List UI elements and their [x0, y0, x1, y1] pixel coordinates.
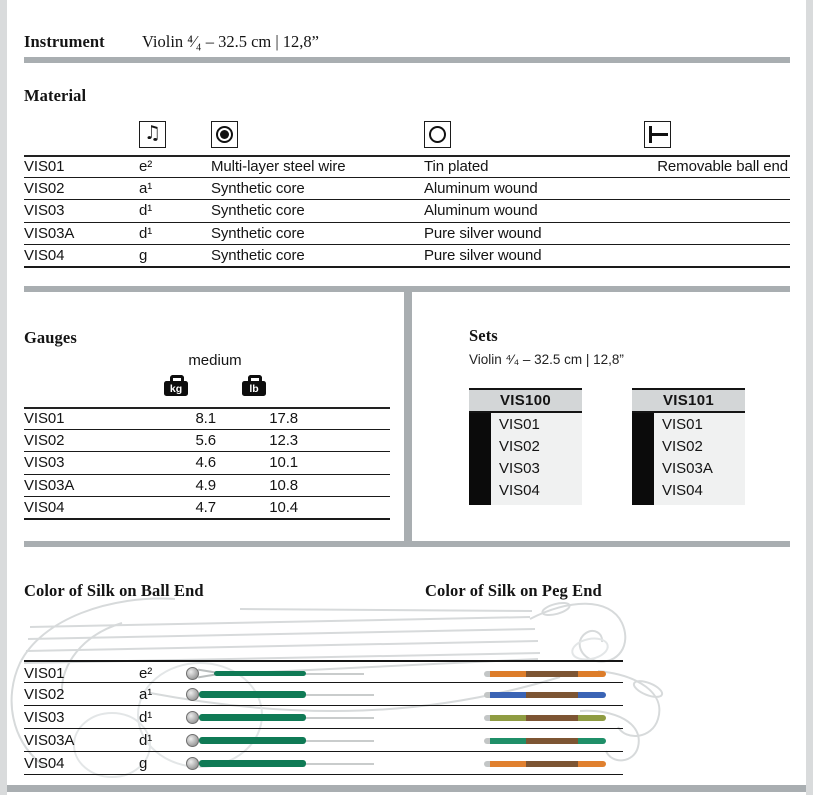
tension-kg: 4.7 [195, 498, 216, 516]
peg-silk [490, 692, 526, 698]
ball-silk [199, 760, 306, 767]
table-row [24, 729, 623, 752]
string-tail [306, 694, 374, 696]
tension-label: medium [188, 352, 242, 369]
ball-end-color-title: Color of Silk on Ball End [24, 581, 204, 600]
tension-kg: 8.1 [195, 410, 216, 428]
string-code: VIS02 [24, 431, 65, 449]
peg-end-color-title: Color of Silk on Peg End [425, 581, 602, 600]
set-color-band [469, 413, 491, 505]
ball-end-string-graphic [186, 662, 416, 682]
peg-end-string-graphic [484, 715, 606, 721]
tension-lb: 10.4 [269, 498, 298, 516]
string-code: VIS04 [24, 246, 65, 264]
string-code: VIS03 [24, 709, 65, 726]
ball-end-string-graphic [186, 706, 416, 728]
peg-silk [490, 738, 526, 744]
sets-section-title: Sets [469, 326, 498, 345]
string-code: VIS02 [24, 686, 65, 703]
tension-kg: 4.9 [195, 476, 216, 494]
peg-silk [490, 715, 526, 721]
table-row [24, 245, 790, 268]
set-color-band [632, 413, 654, 505]
tension-lb: 17.8 [269, 410, 298, 428]
table-row [24, 407, 390, 430]
string-tail [306, 717, 374, 719]
string-note: d¹ [139, 709, 153, 726]
string-code: VIS01 [24, 665, 65, 682]
table-row [24, 452, 390, 475]
tension-lb: 10.1 [269, 454, 298, 472]
gauges-section-title: Gauges [24, 328, 77, 347]
string-note: d¹ [139, 202, 153, 220]
tension-kg: 5.6 [195, 431, 216, 449]
kg-weight-icon: kg [164, 381, 188, 396]
winding-material: Aluminum wound [424, 202, 538, 220]
peg-end-string-graphic [484, 761, 606, 767]
string-note: e² [139, 665, 153, 682]
string-code: VIS02 [24, 179, 65, 197]
string-code: VIS03A [24, 476, 75, 494]
peg-silk-center [526, 738, 578, 744]
peg-silk [578, 692, 606, 698]
peg-silk [490, 671, 526, 677]
tension-kg: 4.6 [195, 454, 216, 472]
string-code: VIS03A [24, 732, 75, 749]
string-code: VIS03 [24, 454, 65, 472]
ball-end-icon [644, 121, 671, 148]
winding-material: Pure silver wound [424, 224, 542, 242]
peg-silk-center [526, 671, 578, 677]
ball-icon [186, 734, 199, 747]
section-divider [24, 57, 790, 63]
ball-icon [186, 711, 199, 724]
page-left-border [0, 0, 7, 795]
table-row [24, 430, 390, 453]
set-item: VIS03A [662, 460, 713, 477]
winding-material: Tin plated [424, 158, 489, 176]
peg-silk [490, 761, 526, 767]
string-code: VIS03A [24, 224, 75, 242]
peg-silk-center [526, 715, 578, 721]
ball-end-string-graphic [186, 752, 416, 774]
string-tail [306, 740, 374, 742]
set-item: VIS02 [499, 438, 540, 455]
page-bottom-bar [7, 785, 806, 792]
tension-lb: 12.3 [269, 431, 298, 449]
table-row [24, 178, 790, 201]
core-material: Synthetic core [211, 224, 305, 242]
string-code: VIS04 [24, 755, 65, 772]
core-material: Synthetic core [211, 246, 305, 264]
sets-subtitle: Violin ⁴⁄₄ – 32.5 cm | 12,8” [469, 352, 624, 367]
set-item: VIS02 [662, 438, 703, 455]
core-icon [211, 121, 238, 148]
ball-end-note: Removable ball end [657, 158, 788, 176]
table-row [24, 155, 790, 178]
peg-silk-center [526, 761, 578, 767]
string-code: VIS03 [24, 202, 65, 220]
string-note: g [139, 246, 148, 264]
table-row [24, 475, 390, 498]
gauges-table [24, 407, 390, 520]
silk-color-table [24, 660, 623, 775]
peg-silk [578, 761, 606, 767]
string-note: a¹ [139, 179, 153, 197]
table-row [24, 683, 623, 706]
instrument-label: Instrument [24, 32, 105, 51]
page-right-border [806, 0, 813, 795]
tension-lb: 10.8 [269, 476, 298, 494]
set-item: VIS01 [662, 416, 703, 433]
set-item: VIS03 [499, 460, 540, 477]
string-note: d¹ [139, 732, 153, 749]
set-box-vis101 [632, 388, 745, 505]
peg-silk [578, 671, 606, 677]
string-code: VIS01 [24, 158, 65, 176]
ball-silk [214, 671, 306, 676]
ball-end-string-graphic [186, 683, 416, 705]
winding-material: Pure silver wound [424, 246, 542, 264]
set-name: VIS100 [469, 388, 582, 413]
material-table [24, 155, 790, 268]
peg-end-string-graphic [484, 738, 606, 744]
core-material: Synthetic core [211, 202, 305, 220]
table-row [24, 752, 623, 775]
table-row [24, 660, 623, 683]
string-tail [306, 763, 374, 765]
peg-silk [578, 738, 606, 744]
table-row [24, 223, 790, 246]
ball-silk [199, 714, 306, 721]
note-icon: ♫ [139, 121, 166, 148]
string-note: a¹ [139, 686, 153, 703]
winding-icon [424, 121, 451, 148]
table-row [24, 706, 623, 729]
ball-end-string-graphic [186, 729, 416, 751]
core-material: Multi-layer steel wire [211, 158, 346, 176]
table-row [24, 497, 390, 520]
set-item: VIS01 [499, 416, 540, 433]
set-box-vis100 [469, 388, 582, 505]
peg-silk [578, 715, 606, 721]
section-divider [24, 541, 790, 547]
set-item: VIS04 [499, 482, 540, 499]
instrument-value: Violin ⁴⁄₄ – 32.5 cm | 12,8” [142, 32, 319, 51]
peg-end-string-graphic [484, 692, 606, 698]
ball-icon [186, 688, 199, 701]
table-row [24, 200, 790, 223]
material-section-title: Material [24, 86, 87, 105]
lb-weight-icon: lb [242, 381, 266, 396]
string-note: d¹ [139, 224, 153, 242]
string-code: VIS04 [24, 498, 65, 516]
peg-silk-center [526, 692, 578, 698]
string-tail [306, 673, 364, 675]
string-note: g [139, 755, 148, 772]
string-note: e² [139, 158, 153, 176]
string-code: VIS01 [24, 410, 65, 428]
peg-end-string-graphic [484, 671, 606, 677]
set-name: VIS101 [632, 388, 745, 413]
column-divider [404, 286, 412, 547]
ball-icon [186, 757, 199, 770]
set-item: VIS04 [662, 482, 703, 499]
winding-material: Aluminum wound [424, 179, 538, 197]
ball-silk [199, 737, 306, 744]
ball-silk [199, 691, 306, 698]
core-material: Synthetic core [211, 179, 305, 197]
